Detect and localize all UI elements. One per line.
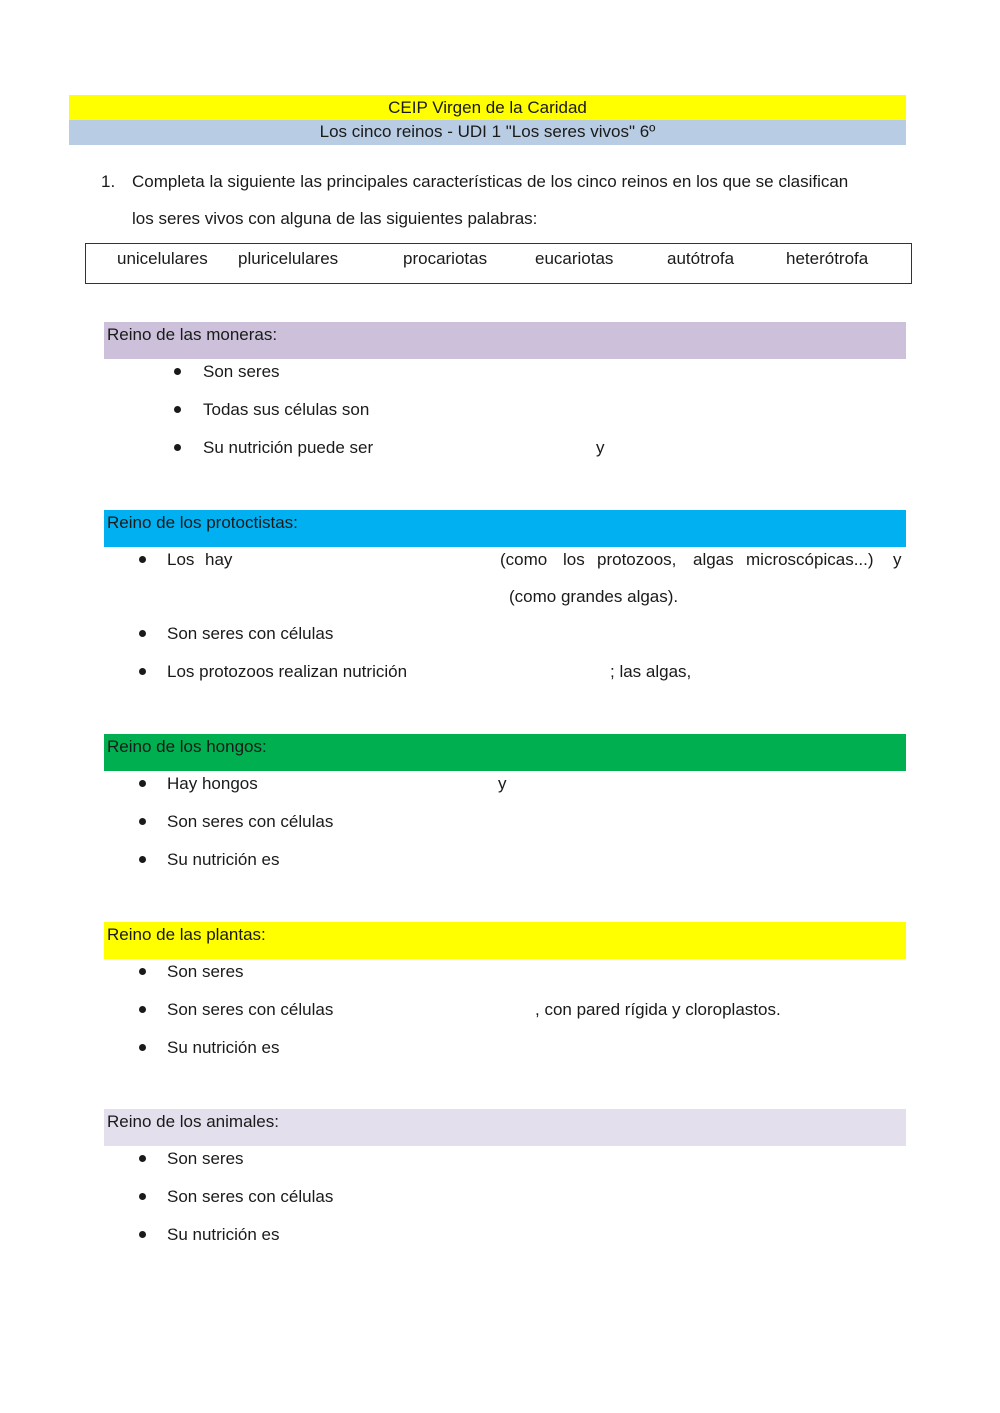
bullet-icon bbox=[139, 1006, 146, 1013]
protoctistas-item-1-word: (como bbox=[500, 550, 548, 569]
bullet-icon bbox=[139, 968, 146, 975]
school-title-bar bbox=[69, 95, 906, 120]
plantas-item-3: Su nutrición es bbox=[167, 1038, 280, 1057]
hongos-connector: y bbox=[498, 774, 507, 793]
hongos-item-3: Su nutrición es bbox=[167, 850, 280, 869]
school-name: CEIP Virgen de la Caridad bbox=[388, 98, 587, 117]
plantas-item-1: Son seres bbox=[167, 962, 244, 981]
moneras-connector: y bbox=[596, 438, 605, 457]
protoctistas-heading: Reino de los protoctistas: bbox=[107, 513, 298, 532]
moneras-item-2: Todas sus células son bbox=[203, 400, 370, 419]
protoctistas-item-1-word: protozoos, bbox=[597, 550, 677, 569]
bullet-icon bbox=[174, 368, 181, 375]
bullet-icon bbox=[139, 856, 146, 863]
bullet-icon bbox=[139, 668, 146, 675]
protoctistas-item-3: Los protozoos realizan nutrición bbox=[167, 662, 408, 681]
hongos-item-1: Hay hongos bbox=[167, 774, 258, 793]
moneras-item-3: Su nutrición puede ser bbox=[203, 438, 374, 457]
animales-item-1: Son seres bbox=[167, 1149, 244, 1168]
blank-field[interactable] bbox=[167, 587, 497, 609]
blank-field[interactable] bbox=[300, 1225, 600, 1247]
protoctistas-item-1-word: microscópicas...) bbox=[746, 550, 874, 569]
bullet-icon bbox=[139, 818, 146, 825]
bullet-icon bbox=[174, 444, 181, 451]
blank-field[interactable] bbox=[615, 438, 815, 460]
blank-field[interactable] bbox=[290, 362, 590, 384]
bullet-icon bbox=[139, 630, 146, 637]
animales-heading-band bbox=[104, 1109, 906, 1146]
blank-field[interactable] bbox=[255, 962, 555, 984]
protoctistas-item-2: Son seres con células bbox=[167, 624, 334, 643]
bullet-icon bbox=[139, 780, 146, 787]
bullet-icon bbox=[139, 556, 146, 563]
bullet-icon bbox=[139, 1193, 146, 1200]
protoctistas-heading-band bbox=[104, 510, 906, 547]
blank-field[interactable] bbox=[245, 550, 490, 572]
protoctistas-item-1-word: hay bbox=[205, 550, 233, 569]
instruction-line-2: los seres vivos con alguna de las siguientes palabras: bbox=[132, 209, 538, 228]
animales-item-2: Son seres con células bbox=[167, 1187, 334, 1206]
plantas-heading: Reino de las plantas: bbox=[107, 925, 266, 944]
word-bank bbox=[85, 243, 912, 284]
blank-field[interactable] bbox=[350, 624, 650, 646]
blank-field[interactable] bbox=[275, 774, 485, 796]
word-bank-item[interactable]: procariotas bbox=[403, 249, 488, 268]
word-bank-item[interactable]: autótrofa bbox=[667, 249, 735, 268]
blank-field[interactable] bbox=[385, 400, 685, 422]
animales-item-3: Su nutrición es bbox=[167, 1225, 280, 1244]
protoctistas-item-1-continuation: (como grandes algas). bbox=[509, 587, 679, 606]
bullet-icon bbox=[139, 1155, 146, 1162]
protoctistas-item-3-end: ; las algas, bbox=[610, 662, 692, 681]
hongos-item-2: Son seres con células bbox=[167, 812, 334, 831]
plantas-item-2: Son seres con células bbox=[167, 1000, 334, 1019]
moneras-heading: Reino de las moneras: bbox=[107, 325, 278, 344]
blank-field[interactable] bbox=[395, 438, 585, 460]
blank-field[interactable] bbox=[438, 662, 603, 684]
protoctistas-item-1-word: Los bbox=[167, 550, 195, 569]
animales-heading: Reino de los animales: bbox=[107, 1112, 279, 1131]
hongos-heading-band bbox=[104, 734, 906, 771]
instruction-number: 1. bbox=[101, 172, 116, 191]
protoctistas-item-1-word: los bbox=[563, 550, 585, 569]
blank-field[interactable] bbox=[515, 774, 715, 796]
blank-field[interactable] bbox=[255, 1149, 555, 1171]
blank-field[interactable] bbox=[350, 1000, 530, 1022]
protoctistas-item-1-word: algas bbox=[693, 550, 734, 569]
bullet-icon bbox=[139, 1231, 146, 1238]
blank-field[interactable] bbox=[350, 1187, 650, 1209]
word-bank-item[interactable]: pluricelulares bbox=[238, 249, 339, 268]
blank-field[interactable] bbox=[700, 662, 900, 684]
instruction-line-1: Completa la siguiente las principales características de los cinco reinos en los que se clasifican bbox=[132, 172, 849, 191]
worksheet-subtitle: Los cinco reinos - UDI 1 "Los seres vivos" 6º bbox=[319, 122, 656, 141]
moneras-heading-band bbox=[104, 322, 906, 359]
plantas-item-2-end: , con pared rígida y cloroplastos. bbox=[535, 1000, 781, 1019]
blank-field[interactable] bbox=[300, 850, 600, 872]
plantas-heading-band bbox=[104, 922, 906, 959]
blank-field[interactable] bbox=[300, 1038, 600, 1060]
hongos-heading: Reino de los hongos: bbox=[107, 737, 267, 756]
bullet-icon bbox=[139, 1044, 146, 1051]
bullet-icon bbox=[174, 406, 181, 413]
blank-field[interactable] bbox=[350, 812, 650, 834]
protoctistas-item-1-word: y bbox=[893, 550, 902, 569]
word-bank-item[interactable]: unicelulares bbox=[117, 249, 208, 268]
subtitle-bar bbox=[69, 120, 906, 145]
moneras-item-1: Son seres bbox=[203, 362, 280, 381]
word-bank-item[interactable]: eucariotas bbox=[535, 249, 614, 268]
word-bank-item[interactable]: heterótrofa bbox=[786, 249, 869, 268]
